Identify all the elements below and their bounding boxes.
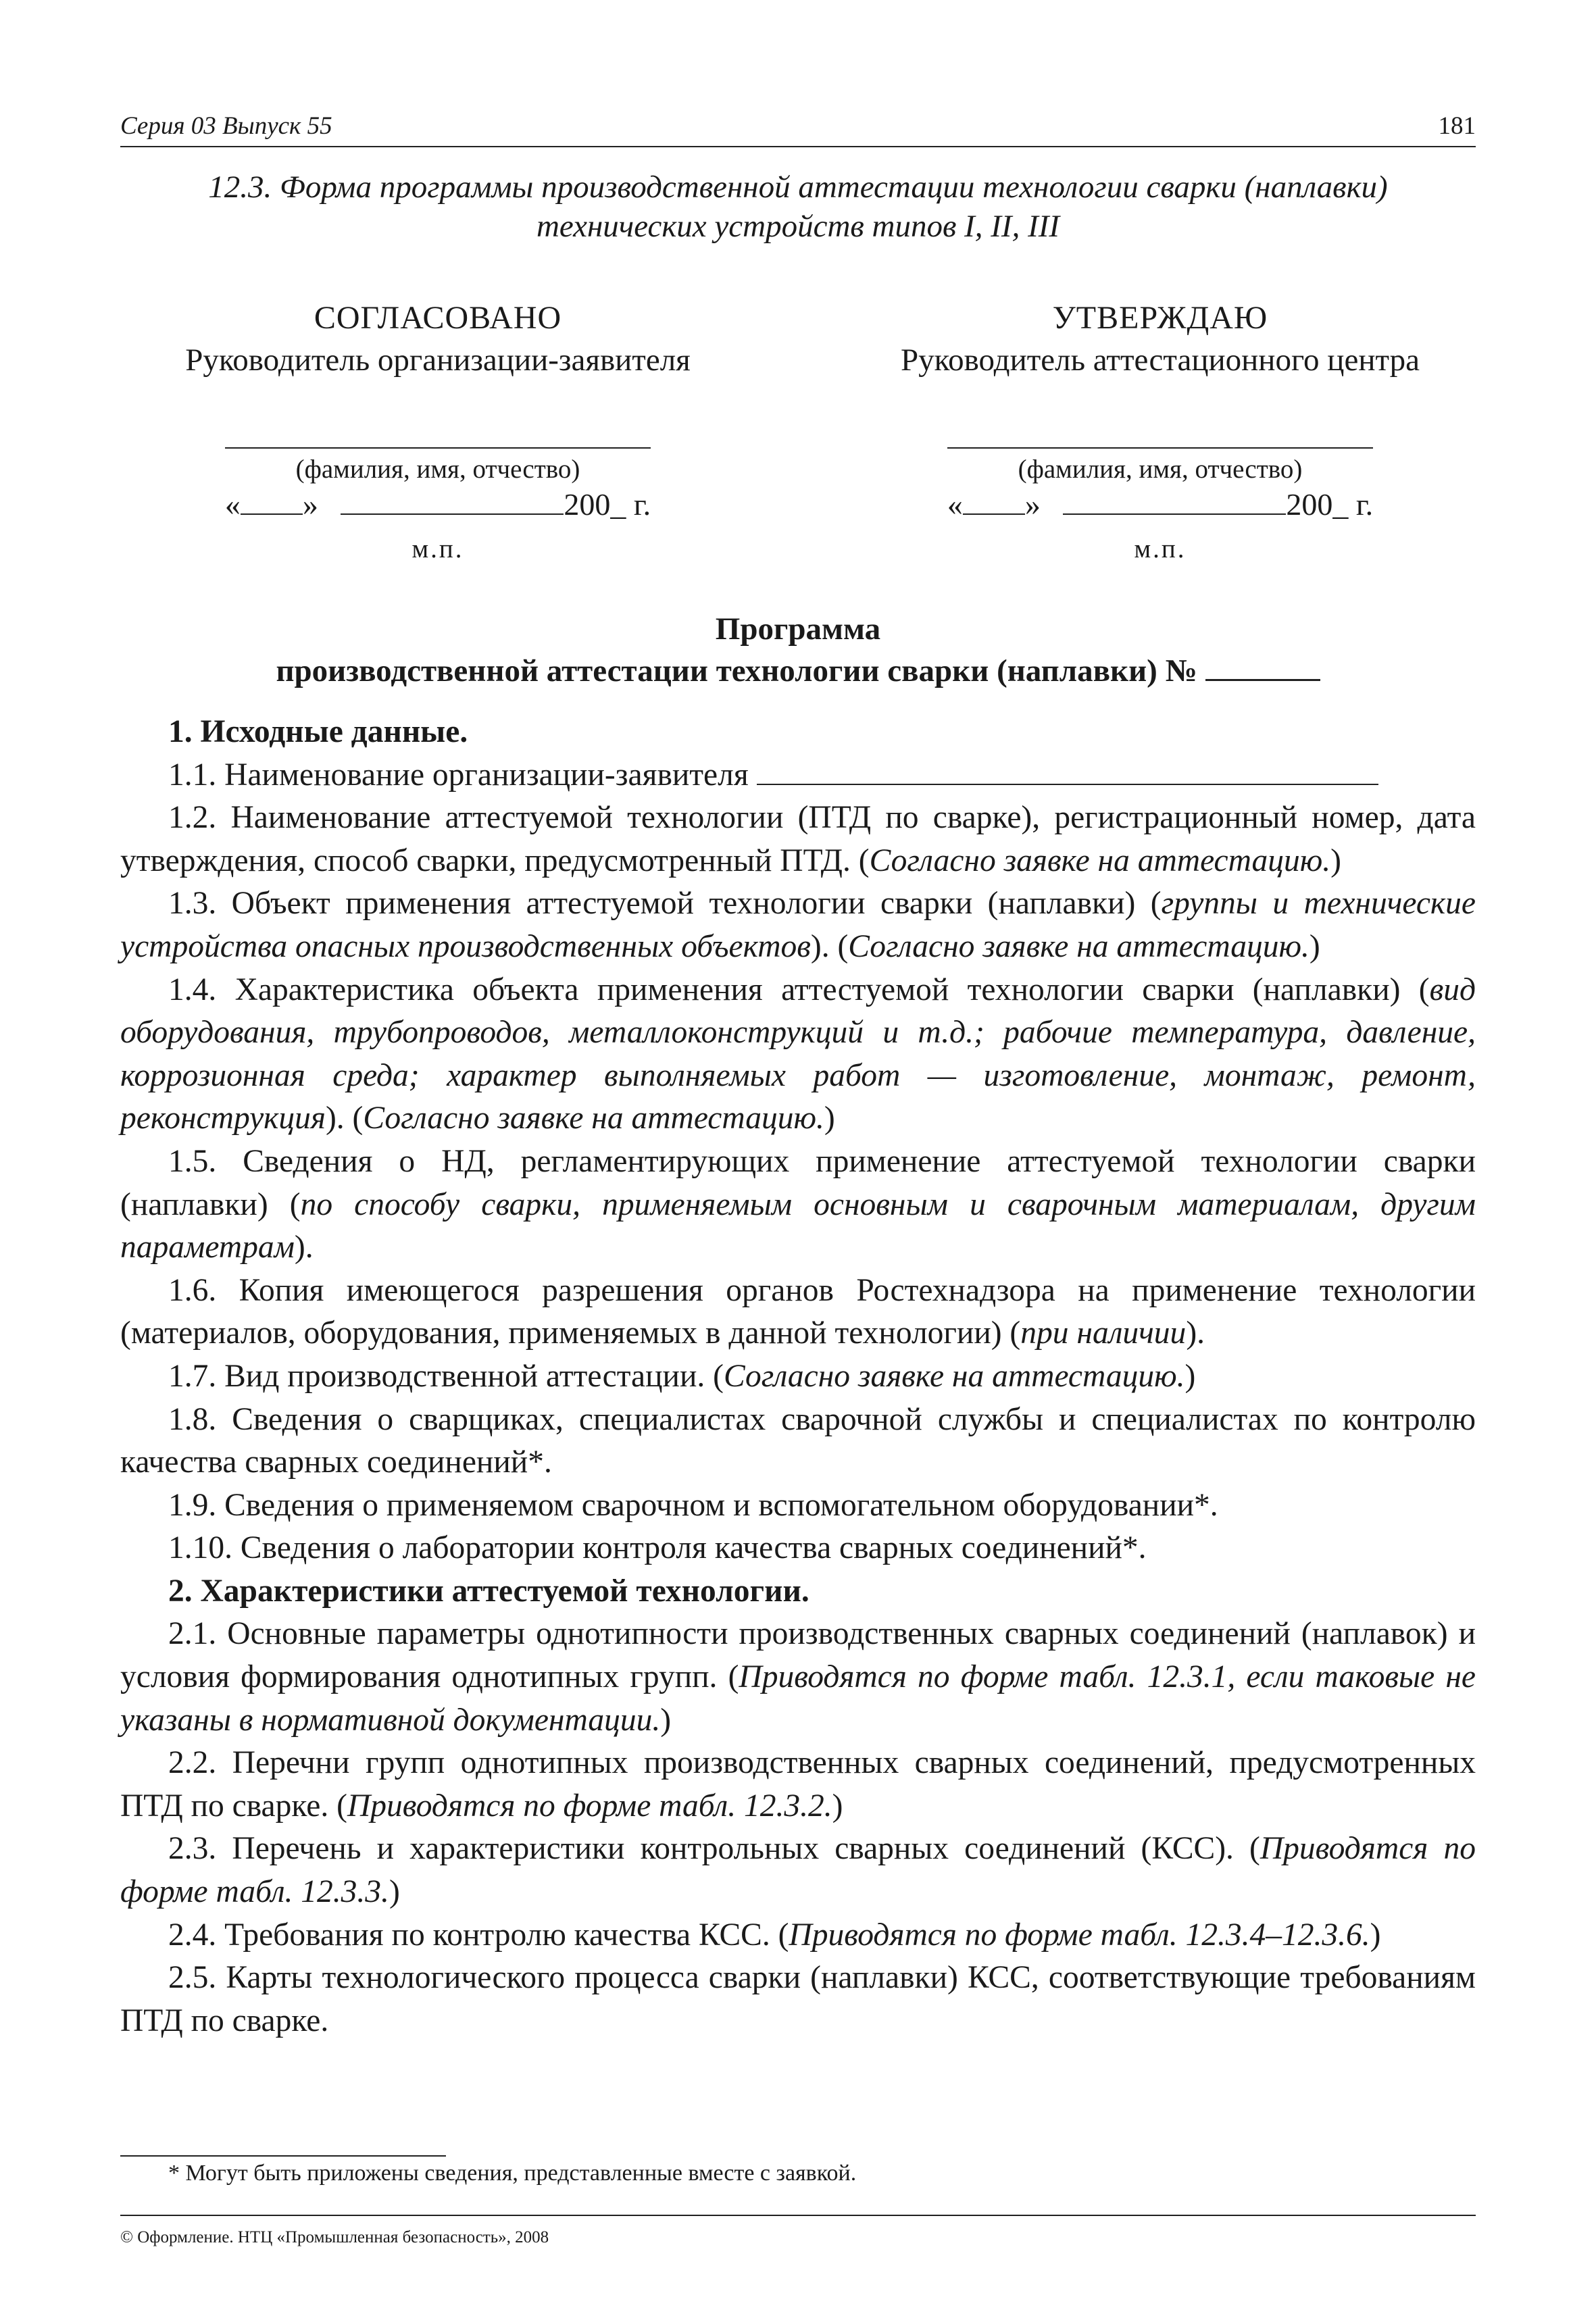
stamp-place: м.п. xyxy=(1134,534,1187,563)
paragraph-italic: Согласно заявке на аттестацию. xyxy=(848,928,1310,964)
date-line xyxy=(127,485,749,524)
paragraph-text: 1.4. Характеристика объекта применения аттестуемой технологии сварки (наплавки) ( xyxy=(168,972,1430,1007)
quote-open: « xyxy=(224,487,241,522)
paragraph-1-6 xyxy=(120,1269,1476,1355)
paragraph-text: ) xyxy=(832,1788,843,1823)
paragraph-1-4 xyxy=(120,969,1476,1140)
paragraph-text: ). ( xyxy=(325,1101,364,1136)
paragraph-text: 2.4. Требования по контролю качества КСС. ( xyxy=(168,1917,789,1953)
approval-heading: УТВЕРЖДАЮ xyxy=(1052,300,1268,336)
approval-block-approved xyxy=(849,297,1471,570)
approval-heading: СОГЛАСОВАНО xyxy=(314,300,562,336)
program-title-line-1: Программа xyxy=(715,611,881,647)
program-title xyxy=(120,608,1476,692)
paragraph-italic: Приводятся по форме табл. 12.3.2. xyxy=(347,1788,832,1823)
paragraph-text: ) xyxy=(660,1702,672,1738)
paragraph-italic: Согласно заявке на аттестацию. xyxy=(869,842,1331,878)
paragraph-text: 2.2. Перечни групп однотипных производственных сварных соединений, предусмотренных ПТД по сварке. ( xyxy=(120,1745,1476,1823)
paragraph-1-2 xyxy=(120,797,1476,882)
stamp-place: м.п. xyxy=(412,534,464,563)
approval-block-agreed xyxy=(127,297,749,570)
document-body xyxy=(120,711,1476,2042)
paragraph-text: 2.3. Перечень и характеристики контрольных сварных соединений (КСС). ( xyxy=(168,1831,1260,1867)
paragraph-text: 1.2. Наименование аттестуемой технологии (ПТД по сварке), регистрационный номер, дата утверждения, способ сварки, предусмотренный ПТД. ( xyxy=(120,800,1476,878)
quote-close: » xyxy=(1024,487,1041,522)
paragraph-text: ) xyxy=(1309,928,1320,964)
copyright-notice: © Оформление. НТЦ «Промышленная безопасность», 2008 xyxy=(120,2228,549,2246)
signature-line xyxy=(947,447,1373,449)
paragraph-1-1 xyxy=(120,754,1476,797)
paragraph-2-4 xyxy=(120,1914,1476,1957)
day-blank xyxy=(241,507,303,515)
section-heading-2: 2. Характеристики аттестуемой технологии. xyxy=(168,1573,809,1609)
series-label: Серия 03 Выпуск 55 xyxy=(120,112,332,140)
paragraph-2-3 xyxy=(120,1828,1476,1913)
program-title-line-2 xyxy=(120,650,1476,692)
section-title-line-2: технических устройств типов I, II, III xyxy=(536,209,1060,244)
paragraph-text: ) xyxy=(1330,842,1341,878)
quote-close: » xyxy=(302,487,318,522)
paragraph-text: 1.6. Копия имеющегося разрешения органов Ростехнадзора на применение технологии (материалов, оборудования, применяемых в данной технологии) ( xyxy=(120,1272,1476,1351)
paragraph-text: ) xyxy=(1184,1358,1196,1394)
paragraph-1-3 xyxy=(120,882,1476,968)
paragraph-text: 2.1. Основные параметры однотипности производственных сварных соединений (наплавок) и условия формирования однотипных групп. ( xyxy=(120,1616,1476,1695)
page-number: 181 xyxy=(1438,112,1476,140)
paragraph-2-1 xyxy=(120,1613,1476,1742)
name-caption: (фамилия, имя, отчество) xyxy=(1018,455,1303,484)
paragraph-italic: по способу сварки, применяемым основным и сварочным материалам, другим параметрам xyxy=(120,1186,1476,1265)
approval-role: Руководитель аттестационного центра xyxy=(901,343,1420,378)
paragraph-italic: группы и технические устройства опасных производственных объектов xyxy=(120,886,1476,964)
paragraph-text: ) xyxy=(1370,1917,1381,1953)
paragraph-text: ) xyxy=(824,1101,835,1136)
section-title-line-1: 12.3. Форма программы производственной аттестации технологии сварки (наплавки) xyxy=(208,170,1388,205)
program-title-text: производственной аттестации технологии сварки (наплавки) № xyxy=(276,653,1197,688)
running-header xyxy=(120,101,1476,147)
paragraph-text: 1.7. Вид производственной аттестации. ( xyxy=(168,1358,724,1394)
year-suffix: 200_ г. xyxy=(1286,487,1374,522)
paragraph-text: 1.5. Сведения о НД, регламентирующих применение аттестуемой технологии сварки (наплавки) ( xyxy=(120,1143,1476,1222)
footer-rule xyxy=(120,2215,1476,2216)
date-line xyxy=(849,485,1471,524)
paragraph-1-5 xyxy=(120,1140,1476,1269)
paragraph-text: ). xyxy=(294,1230,314,1265)
month-blank xyxy=(1063,507,1286,515)
paragraph-1-8: 1.8. Сведения о сварщиках, специалистах сварочной службы и специалистах по контролю качества сварных соединений*. xyxy=(120,1401,1476,1480)
program-number-blank xyxy=(1205,671,1320,681)
approval-role: Руководитель организации-заявителя xyxy=(185,343,691,378)
signature-line xyxy=(225,447,651,449)
fill-blank xyxy=(757,776,1378,785)
paragraph-italic: Согласно заявке на аттестацию. xyxy=(363,1101,824,1136)
paragraph-italic: Приводятся по форме табл. 12.3.4–12.3.6. xyxy=(789,1917,1370,1953)
paragraph-italic: Согласно заявке на аттестацию. xyxy=(723,1358,1185,1394)
footnote: * Могут быть приложены сведения, представленные вместе с заявкой. xyxy=(168,2161,857,2186)
paragraph-italic: Приводятся по форме табл. 12.3.3. xyxy=(120,1831,1476,1910)
paragraph-text: 1.1. Наименование организации-заявителя xyxy=(168,757,749,793)
paragraph-text: ). ( xyxy=(810,928,849,964)
paragraph-italic: вид оборудования, трубопроводов, металлоконструкций и т.д.; рабочие температура, давление, коррозионная среда; характер выполняемых работ — изготовление, монтаж, ремонт, реконструкция xyxy=(120,972,1476,1136)
section-heading-1: 1. Исходные данные. xyxy=(168,714,468,749)
month-blank xyxy=(341,507,564,515)
quote-open: « xyxy=(947,487,963,522)
year-suffix: 200_ г. xyxy=(564,487,651,522)
footnote-rule xyxy=(120,2155,446,2157)
paragraph-italic: Приводятся по форме табл. 12.3.1, если таковые не указаны в нормативной документации. xyxy=(120,1659,1476,1738)
section-title xyxy=(120,168,1476,246)
paragraph-1-7 xyxy=(120,1355,1476,1399)
paragraph-text: ) xyxy=(389,1874,400,1910)
paragraph-text: 1.3. Объект применения аттестуемой технологии сварки (наплавки) ( xyxy=(168,886,1162,922)
day-blank xyxy=(963,507,1025,515)
paragraph-1-10: 1.10. Сведения о лаборатории контроля качества сварных соединений*. xyxy=(168,1530,1147,1566)
paragraph-italic: при наличии xyxy=(1020,1315,1187,1351)
paragraph-1-9: 1.9. Сведения о применяемом сварочном и вспомогательном оборудовании*. xyxy=(168,1487,1218,1523)
paragraph-2-5: 2.5. Карты технологического процесса сварки (наплавки) КСС, соответствующие требованиям ПТД по сварке. xyxy=(120,1960,1476,2038)
paragraph-2-2 xyxy=(120,1742,1476,1828)
name-caption: (фамилия, имя, отчество) xyxy=(295,455,580,484)
paragraph-text: ). xyxy=(1186,1315,1205,1351)
